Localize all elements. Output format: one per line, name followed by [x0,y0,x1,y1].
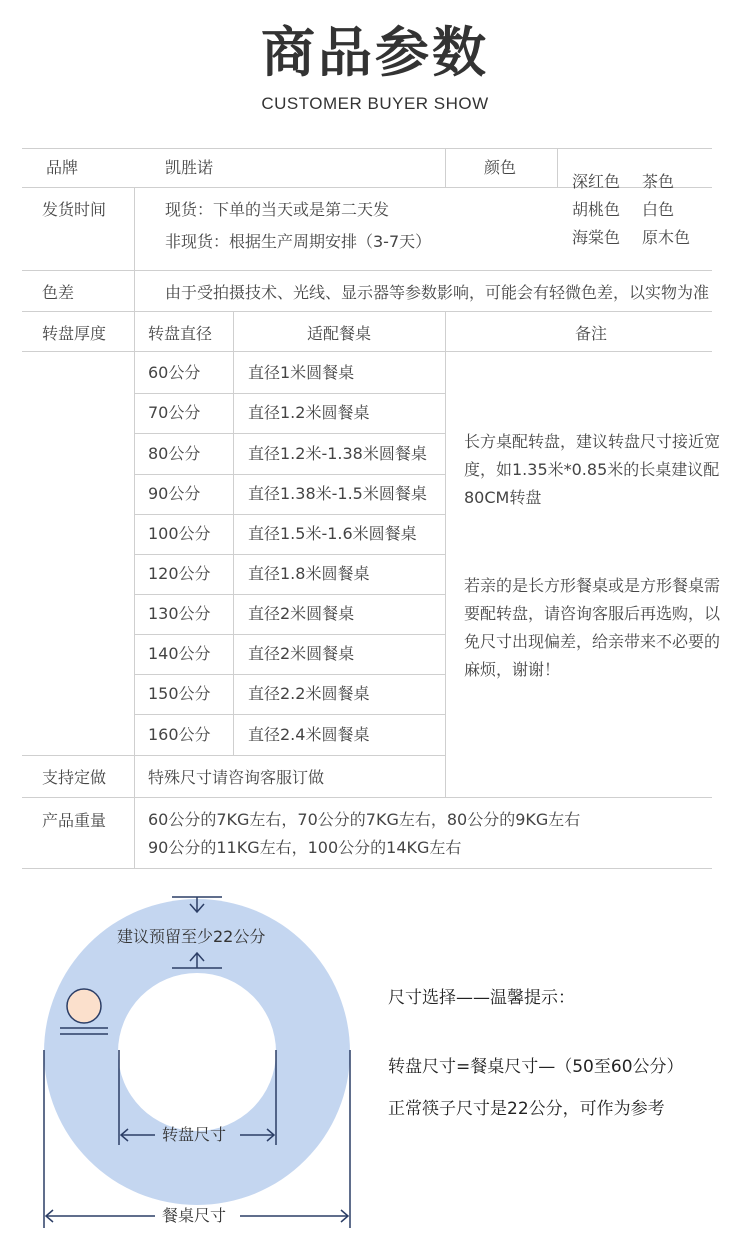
table-cell: 直径1.5米-1.6米圆餐桌 [248,524,417,543]
tips-heading: 尺寸选择——温馨提示： [388,988,575,1008]
color-option: 胡桃色 [572,200,621,219]
table-cell: 直径2米圆餐桌 [248,644,355,663]
color-option: 原木色 [642,228,691,247]
diff-label: 色差 [42,283,75,302]
table-cell: 直径2.2米圆餐桌 [248,684,370,703]
diameter-cell: 70公分 [148,403,201,422]
page-title: 商品参数 [261,21,489,84]
table-cell: 直径2米圆餐桌 [248,604,355,623]
turntable-size-label: 转盘尺寸 [162,1125,227,1144]
page-subtitle: CUSTOMER BUYER SHOW [261,94,489,113]
table-size-label: 餐桌尺寸 [162,1206,227,1225]
weight-label: 产品重量 [42,811,107,830]
tips-chopsticks: 正常筷子尺寸是22公分，可作为参考 [388,1099,665,1119]
weight-line: 90公分的11KG左右，100公分的14KG左右 [148,838,462,857]
brand-label: 品牌 [46,158,79,177]
diameter-cell: 60公分 [148,363,201,382]
custom-value: 特殊尺寸请咨询客服订做 [148,768,325,787]
col-header-thickness: 转盘厚度 [42,324,107,343]
diff-value: 由于受拍摄技术、光线、显示器等参数影响，可能会有轻微色差，以实物为准 [165,283,710,302]
col-header-diameter: 转盘直径 [148,324,213,343]
note-rectangle-table: 长方桌配转盘，建议转盘尺寸接近宽度，如1.35米*0.85米的长桌建议配80CM转盘 [464,432,721,507]
ship-line: 现货：下单的当天或是第二天发 [165,200,390,219]
diameter-cell: 160公分 [148,725,211,744]
weight-line: 60公分的7KG左右，70公分的7KG左右，80公分的9KG左右 [148,810,581,829]
table-cell: 直径1米圆餐桌 [248,363,355,382]
diameter-cell: 100公分 [148,524,211,543]
diameter-cell: 150公分 [148,684,211,703]
table-cell: 直径1.2米-1.38米圆餐桌 [248,444,427,463]
diameter-cell: 80公分 [148,444,201,463]
brand-value: 凯胜诺 [165,158,214,177]
color-option: 茶色 [642,172,675,191]
ship-label: 发货时间 [42,200,107,219]
reserve-label: 建议预留至少22公分 [117,927,266,946]
table-cell: 直径2.4米圆餐桌 [248,725,370,744]
diameter-cell: 140公分 [148,644,211,663]
color-option: 深红色 [572,172,621,191]
col-header-note: 备注 [574,324,607,343]
diameter-cell: 130公分 [148,604,211,623]
table-cell: 直径1.2米圆餐桌 [248,403,370,422]
ship-line: 非现货：根据生产周期安排（3-7天） [165,232,432,251]
note-consult-service: 若亲的是长方形餐桌或是方形餐桌需要配转盘，请咨询客服后再选购，以免尺寸出现偏差，给亲带来不必要的麻烦，谢谢！ [464,576,721,679]
color-option: 海棠色 [572,228,621,247]
table-cell: 直径1.38米-1.5米圆餐桌 [248,484,427,503]
diameter-cell: 120公分 [148,564,211,583]
plate-icon [67,989,101,1023]
table-cell: 直径1.8米圆餐桌 [248,564,370,583]
turntable-hole [118,973,276,1131]
custom-label: 支持定做 [42,768,107,787]
color-option: 白色 [642,200,675,219]
diameter-cell: 90公分 [148,484,201,503]
col-header-table: 适配餐桌 [306,324,371,343]
tips-formula: 转盘尺寸=餐桌尺寸—（50至60公分） [388,1057,684,1077]
color-label: 颜色 [484,158,517,177]
